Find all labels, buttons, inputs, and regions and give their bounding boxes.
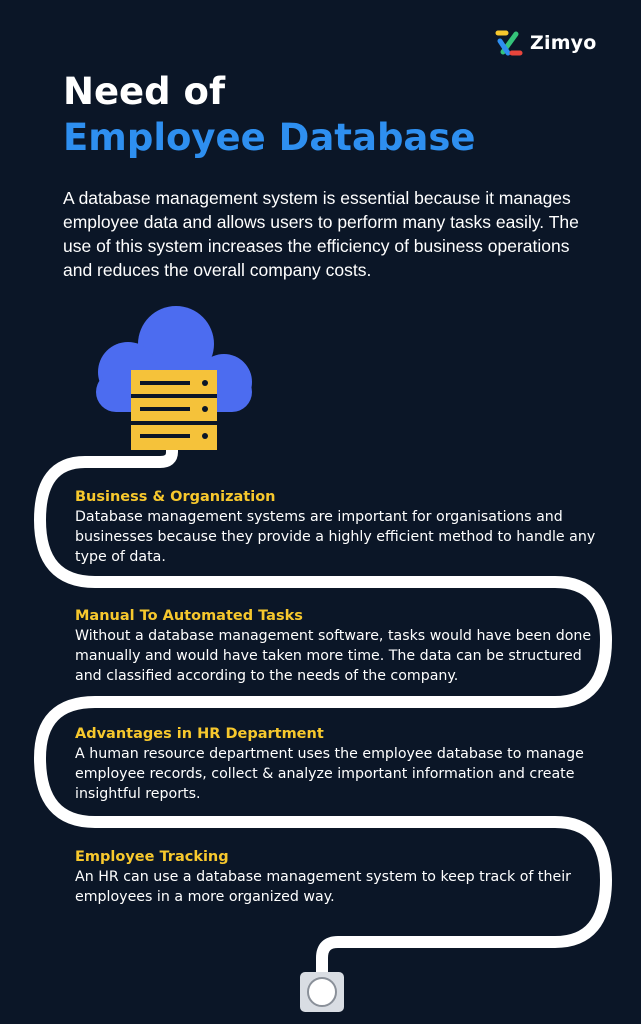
page-title-line1: Need of <box>63 70 226 113</box>
intro-paragraph: A database management system is essential because it manages employee data and allows users to perform many tasks easily. The use of this system increases the efficiency of business operations and reduces the overall company costs. <box>63 188 579 280</box>
section-business-organization <box>75 487 605 567</box>
section-body: Database management systems are important for organisations and businesses because they provide a highly efficient method to handle any type of data. <box>75 509 596 565</box>
brand-name: Zimyo <box>530 32 597 54</box>
section-body: An HR can use a database management system to keep track of their employees in a more organized way. <box>75 869 571 905</box>
section-heading: Business & Organization <box>75 489 276 505</box>
section-heading: Manual To Automated Tasks <box>75 608 303 624</box>
section-body: Without a database management software, tasks would have been done manually and would have taken more time. The data can be structured and classified according to the needs of the company. <box>75 628 592 684</box>
section-body: A human resource department uses the employee database to manage employee records, collect & analyze important information and create insightful reports. <box>75 746 584 802</box>
section-heading: Advantages in HR Department <box>75 726 324 742</box>
section-employee-tracking <box>75 847 605 907</box>
section-heading: Employee Tracking <box>75 849 229 865</box>
cloud-database-icon <box>96 306 252 450</box>
section-hr-advantages <box>75 724 605 804</box>
path-end-marker-icon <box>300 972 344 1012</box>
section-manual-to-automated <box>75 606 605 686</box>
page-title-line2: Employee Database <box>63 116 476 159</box>
